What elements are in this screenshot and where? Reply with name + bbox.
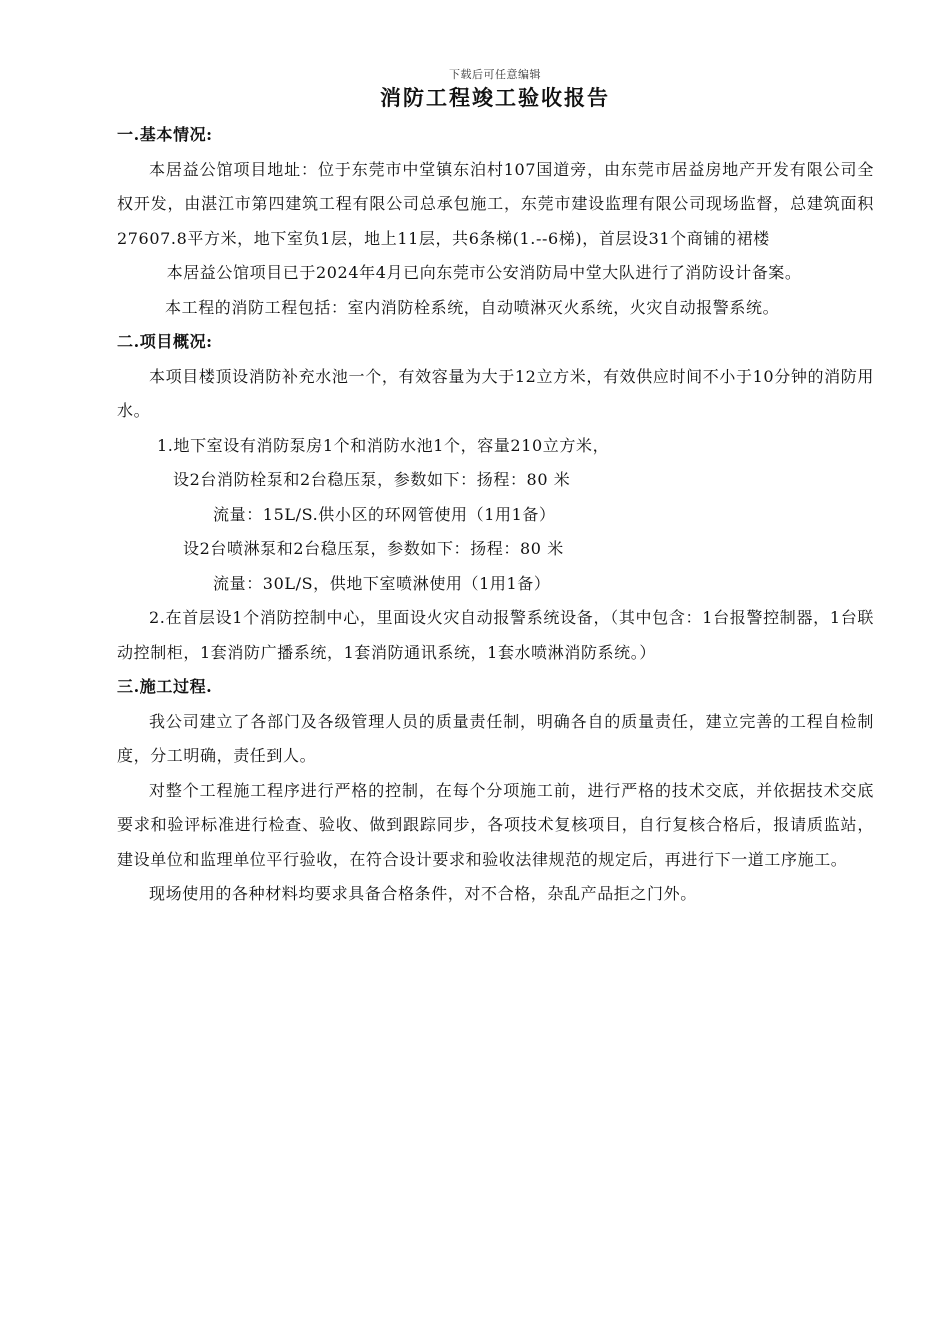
line-hydrant-pumps: 设2台消防栓泵和2台稳压泵，参数如下：扬程：80 米 [173,470,571,489]
section-heading-overview: 二.项目概况: [117,332,213,351]
paragraph-design-filing: 本居益公馆项目已于2024年4月已向东莞市公安消防局中堂大队进行了消防设计备案。 [166,263,802,282]
paragraph-fire-systems: 本工程的消防工程包括：室内消防栓系统，自动喷淋灭火系统，火灾自动报警系统。 [165,297,780,317]
paragraph-control-center: 2.在首层设1个消防控制中心，里面设火灾自动报警系统设备，（其中包含：1台报警控制器，1台联动控制柜，1套消防广播系统，1套消防通讯系统，1套水喷淋消防系统。） [117,608,874,662]
document-body [117,118,874,912]
paragraph-quality-responsibility: 我公司建立了各部门及各级管理人员的质量责任制，明确各自的质量责任，建立完善的工程自检制度，分工明确，责任到人。 [117,711,874,765]
line-hydrant-flow: 流量：15L/S.供小区的环网管使用（1用1备） [213,504,556,524]
line-pump-room: 1.地下室设有消防泵房1个和消防水池1个，容量210立方米， [157,435,610,455]
line-sprinkler-flow: 流量：30L/S，供地下室喷淋使用（1用1备） [213,573,551,593]
section-heading-construction: 三.施工过程. [117,677,213,696]
line-sprinkler-pumps: 设2台喷淋泵和2台稳压泵，参数如下：扬程：80 米 [183,539,564,558]
section-heading-basic: 一.基本情况: [117,125,213,144]
page-title: 消防工程竣工验收报告 [380,85,610,110]
header-note: 下载后可任意编辑 [449,68,541,81]
paragraph-process-control: 对整个工程施工程序进行严格的控制，在每个分项施工前，进行严格的技术交底，并依据技术交底要求和验评标准进行检查、验收、做到跟踪同步，各项技术复核项目，自行复核合格后，报请质监站，建设单位和监理单位平行验收，在符合设计要求和验收法律规范的规定后，再进行下一道工序施工。 [117,780,874,869]
paragraph-roof-tank: 本项目楼顶设消防补充水池一个，有效容量为大于12立方米，有效供应时间不小于10分钟的消防用水。 [117,366,874,420]
paragraph-project-address: 本居益公馆项目地址：位于东莞市中堂镇东泊村107国道旁，由东莞市居益房地产开发有限公司全权开发，由湛江市第四建筑工程有限公司总承包施工，东莞市建设监理有限公司现场监督，总建筑面积27607.8平方米，地下室负1层，地上11层，共6条梯(1.--6梯)，首层设31个商铺的裙楼 [117,159,874,248]
paragraph-materials: 现场使用的各种材料均要求具备合格条件，对不合格，杂乱产品拒之门外。 [149,884,697,903]
